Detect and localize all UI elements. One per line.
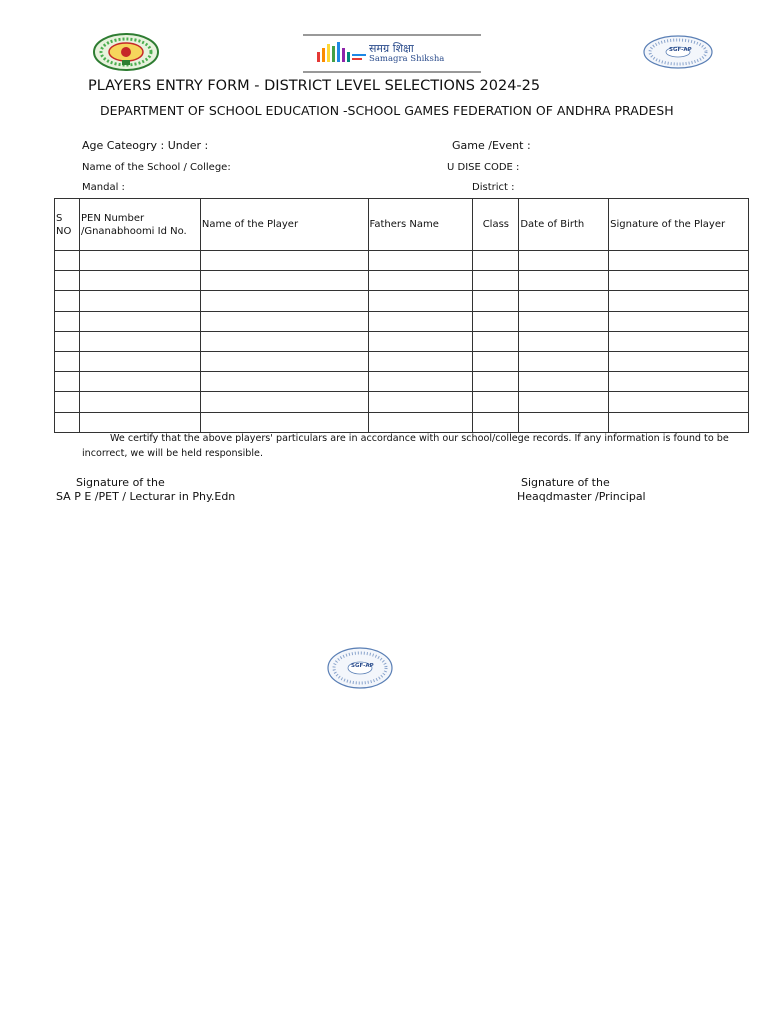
principal-signature-line1: Signature of the <box>521 476 610 489</box>
table-cell <box>609 251 749 271</box>
table-row <box>55 412 749 432</box>
samagra-bars-icon <box>317 42 366 62</box>
sgf-footer-badge-text: SGF-AP <box>351 663 374 669</box>
col-header-player-name: Name of the Player <box>200 199 368 251</box>
table-cell <box>368 372 473 392</box>
col-header-pen <box>79 199 200 251</box>
table-cell <box>473 351 519 371</box>
table-cell <box>55 271 80 291</box>
sgf-ap-footer-badge-icon <box>326 646 394 690</box>
table-row <box>55 271 749 291</box>
table-cell <box>519 331 609 351</box>
table-cell <box>200 372 368 392</box>
page-title: PLAYERS ENTRY FORM - DISTRICT LEVEL SELECTIONS 2024-25 <box>88 78 541 94</box>
table-cell <box>473 331 519 351</box>
table-row <box>55 351 749 371</box>
table-cell <box>79 351 200 371</box>
table-cell <box>55 311 80 331</box>
table-cell <box>609 412 749 432</box>
table-cell <box>79 271 200 291</box>
table-header-row <box>55 199 749 251</box>
table-cell <box>200 311 368 331</box>
table-cell <box>609 331 749 351</box>
table-cell <box>368 351 473 371</box>
table-cell <box>200 392 368 412</box>
players-table <box>54 198 749 433</box>
udise-code-label: U DISE CODE : <box>447 162 520 173</box>
table-cell <box>473 251 519 271</box>
certification-text: We certify that the above players' particulars are in accordance with our school/college records. If any information is found to be incorrect, we will be held responsible. <box>82 433 729 459</box>
pet-signature-line1: Signature of the <box>76 476 165 489</box>
table-cell <box>79 372 200 392</box>
school-name-label: Name of the School / College: <box>82 162 231 173</box>
table-cell <box>55 331 80 351</box>
table-cell <box>609 271 749 291</box>
table-cell <box>519 251 609 271</box>
table-cell <box>55 251 80 271</box>
col-header-pen-line2: /Gnanabhoomi Id No. <box>80 225 187 237</box>
samagra-shiksha-logo <box>303 34 481 74</box>
table-cell <box>79 291 200 311</box>
table-cell <box>519 291 609 311</box>
col-header-sno-line2: NO <box>56 225 72 237</box>
col-header-sno-line1: S <box>56 212 63 224</box>
sgf-badge-text: SGF-AP <box>669 47 692 53</box>
table-row <box>55 251 749 271</box>
table-cell <box>55 291 80 311</box>
table-cell <box>200 291 368 311</box>
table-cell <box>79 251 200 271</box>
table-row <box>55 372 749 392</box>
table-row <box>55 291 749 311</box>
table-cell <box>368 251 473 271</box>
mandal-label: Mandal : <box>82 182 125 193</box>
table-row <box>55 331 749 351</box>
table-cell <box>473 392 519 412</box>
district-label: District : <box>472 182 515 193</box>
samagra-english-text: Samagra Shiksha <box>369 54 445 64</box>
table-cell <box>519 311 609 331</box>
table-cell <box>200 331 368 351</box>
table-cell <box>473 291 519 311</box>
col-header-signature: Signature of the Player <box>609 199 749 251</box>
table-row <box>55 311 749 331</box>
table-cell <box>200 251 368 271</box>
sgf-ap-badge-icon <box>642 34 714 70</box>
table-cell <box>609 392 749 412</box>
table-cell <box>55 372 80 392</box>
table-cell <box>79 311 200 331</box>
table-cell <box>473 412 519 432</box>
department-subtitle: DEPARTMENT OF SCHOOL EDUCATION -SCHOOL GAMES FEDERATION OF ANDHRA PRADESH <box>100 103 674 118</box>
table-cell <box>368 331 473 351</box>
table-cell <box>519 392 609 412</box>
table-cell <box>473 311 519 331</box>
table-cell <box>200 412 368 432</box>
table-cell <box>200 351 368 371</box>
table-cell <box>368 291 473 311</box>
table-cell <box>519 271 609 291</box>
table-cell <box>473 372 519 392</box>
table-cell <box>609 372 749 392</box>
pet-signature-line2: SA P E /PET / Lecturar in Phy.Edn <box>56 490 236 503</box>
col-header-dob: Date of Birth <box>519 199 609 251</box>
table-cell <box>609 291 749 311</box>
table-cell <box>368 412 473 432</box>
table-cell <box>79 412 200 432</box>
table-cell <box>519 372 609 392</box>
table-cell <box>609 351 749 371</box>
table-cell <box>55 412 80 432</box>
principal-signature-line2: Heaqdmaster /Principal <box>517 490 646 503</box>
table-cell <box>368 392 473 412</box>
table-cell <box>473 271 519 291</box>
col-header-pen-line1: PEN Number <box>80 212 145 224</box>
table-cell <box>79 331 200 351</box>
table-row <box>55 392 749 412</box>
samagra-hindi-text: समग्र शिक्षा <box>369 42 414 55</box>
table-cell <box>519 351 609 371</box>
col-header-fathers-name: Fathers Name <box>368 199 473 251</box>
table-cell <box>368 311 473 331</box>
age-category-label: Age Cateogry : Under : <box>82 139 209 152</box>
table-cell <box>200 271 368 291</box>
andhra-pradesh-emblem-icon <box>92 33 160 71</box>
table-cell <box>55 351 80 371</box>
game-event-label: Game /Event : <box>452 139 531 152</box>
table-cell <box>519 412 609 432</box>
col-header-class: Class <box>473 199 519 251</box>
table-cell <box>368 271 473 291</box>
table-cell <box>55 392 80 412</box>
table-cell <box>609 311 749 331</box>
table-cell <box>79 392 200 412</box>
col-header-sno <box>55 199 80 251</box>
